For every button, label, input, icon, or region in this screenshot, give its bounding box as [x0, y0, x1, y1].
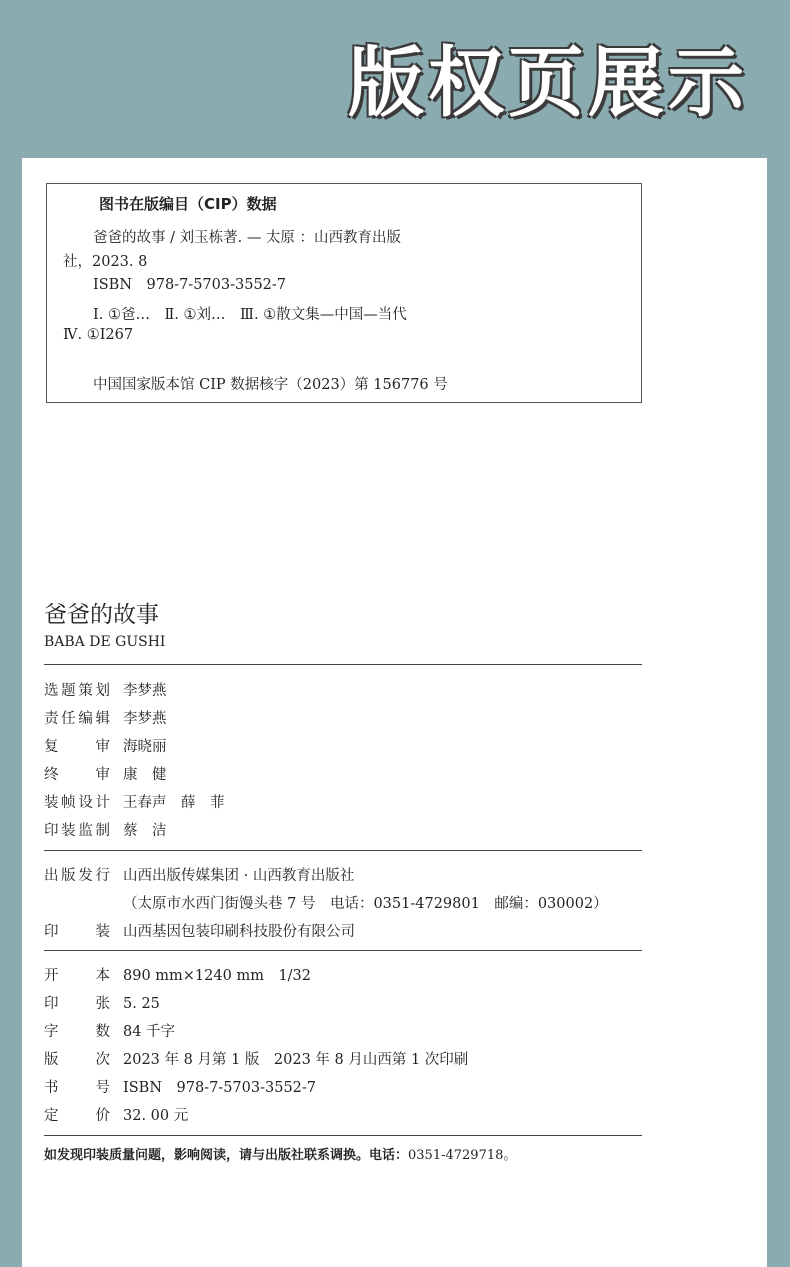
- cip-heading: 图书在版编目（CIP）数据: [99, 195, 277, 213]
- book-pinyin: BABA DE GUSHI: [44, 634, 166, 650]
- credit-label: 终审: [44, 767, 110, 783]
- credit-label: 选题策划: [44, 683, 110, 699]
- banner-title: 版权页展示: [348, 38, 748, 127]
- spec-label: 定价: [44, 1108, 110, 1124]
- credit-row: [44, 819, 167, 840]
- divider: [44, 1135, 642, 1136]
- spec-label: 开本: [44, 968, 110, 984]
- credit-label: 责任编辑: [44, 711, 110, 727]
- spec-value: 5. 25: [123, 996, 160, 1012]
- spec-row: [44, 1048, 468, 1069]
- printer-row: [44, 920, 355, 941]
- quality-notice-text: 如发现印装质量问题，影响阅读，请与出版社联系调换。电话：: [44, 1148, 409, 1163]
- spec-value: 32. 00 元: [123, 1108, 189, 1124]
- printer-label: 印装: [44, 924, 110, 940]
- cip-line: Ⅰ. ①爸… Ⅱ. ①刘… Ⅲ. ①散文集—中国—当代: [93, 307, 407, 323]
- credit-row: [44, 763, 167, 784]
- spec-row: [44, 1076, 316, 1097]
- spec-label: 书号: [44, 1080, 110, 1096]
- spec-value: 890 mm×1240 mm 1/32: [123, 968, 312, 984]
- spec-value: 84 千字: [123, 1024, 176, 1040]
- cip-line: ISBN 978-7-5703-3552-7: [93, 277, 287, 293]
- quality-notice-phone: 0351-4729718。: [408, 1148, 517, 1163]
- credit-row: [44, 679, 167, 700]
- spec-value: 2023 年 8 月第 1 版 2023 年 8 月山西第 1 次印刷: [123, 1052, 469, 1068]
- cip-line: Ⅳ. ①I267: [63, 327, 134, 343]
- credit-row: [44, 707, 167, 728]
- divider: [44, 950, 642, 951]
- cip-line: 爸爸的故事 / 刘玉栋著. — 太原 ：山西教育出版: [93, 230, 402, 246]
- spec-row: [44, 1104, 188, 1125]
- credit-value: 康 健: [123, 767, 167, 783]
- cip-line: 社，2023. 8: [63, 254, 148, 270]
- credit-row: [44, 735, 167, 756]
- divider: [44, 850, 642, 851]
- book-title: 爸爸的故事: [44, 602, 159, 628]
- credit-value: 王春声 薛 菲: [123, 795, 225, 811]
- spec-value: ISBN 978-7-5703-3552-7: [123, 1080, 317, 1096]
- spec-label: 印张: [44, 996, 110, 1012]
- publisher-name: 山西出版传媒集团 · 山西教育出版社: [123, 868, 355, 884]
- credit-label: 印装监制: [44, 823, 110, 839]
- publisher-address: （太原市水西门街馒头巷 7 号 电话：0351-4729801 邮编：030002）: [123, 896, 608, 912]
- spec-row: [44, 992, 160, 1013]
- publisher-row: [44, 864, 354, 885]
- spec-label: 字数: [44, 1024, 110, 1040]
- cip-number: 中国国家版本馆 CIP 数据核字（2023）第 156776 号: [93, 377, 448, 393]
- spec-label: 版次: [44, 1052, 110, 1068]
- credit-value: 李梦燕: [123, 683, 167, 699]
- credit-label: 复审: [44, 739, 110, 755]
- printer-name: 山西基因包装印刷科技股份有限公司: [123, 924, 355, 940]
- credit-value: 海晓丽: [123, 739, 167, 755]
- credit-value: 蔡 洁: [123, 823, 167, 839]
- quality-notice: [44, 1144, 516, 1163]
- spec-row: [44, 1020, 175, 1041]
- divider: [44, 664, 642, 665]
- spec-row: [44, 964, 311, 985]
- credit-row: [44, 791, 225, 812]
- credit-value: 李梦燕: [123, 711, 167, 727]
- credit-label: 装帧设计: [44, 795, 110, 811]
- copyright-page: [22, 158, 767, 1267]
- cip-data-box: [46, 183, 642, 403]
- publisher-label: 出版发行: [44, 868, 110, 884]
